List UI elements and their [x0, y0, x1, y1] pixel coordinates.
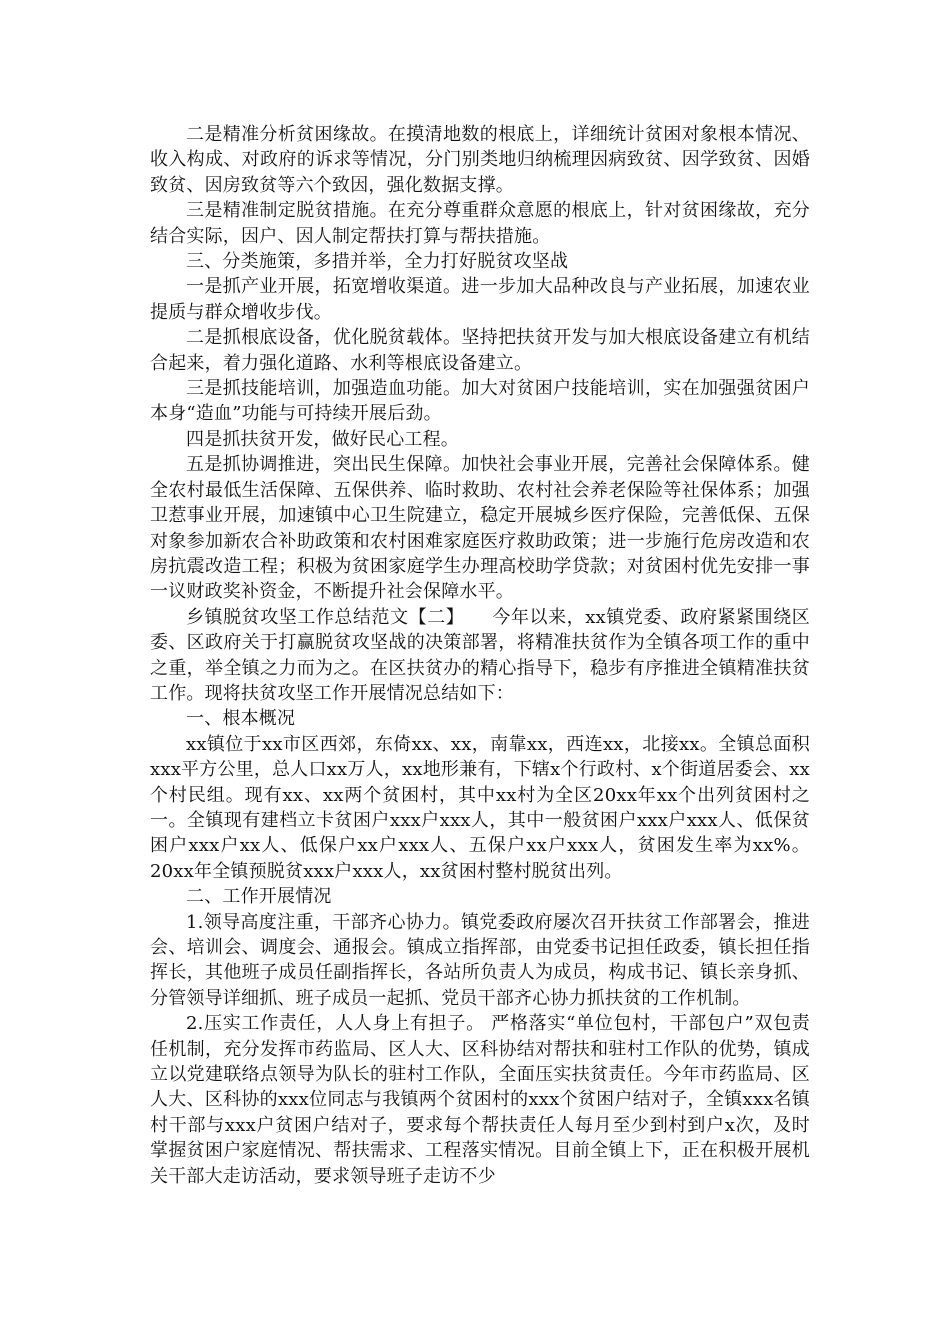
section-heading: 二、工作开展情况	[186, 886, 332, 908]
paragraph: 二是抓根底设备，优化脱贫载体。坚持把扶贫开发与加大根底设备建立有机结合起来，着力强化道路、水利等根底设备建立。	[150, 327, 810, 374]
document-body	[150, 122, 810, 1189]
paragraph: 二是精准分析贫困缘故。在摸清地数的根底上，详细统计贫困对象根本情况、收入构成、对政府的诉求等情况，分门别类地归纳梳理因病致贫、因学致贫、因婚致贫、因房致贫等六个致因，强化数据支撑。	[150, 124, 810, 196]
paragraph: xx镇位于xx市区西郊，东倚xx、xx，南靠xx，西连xx，北接xx。全镇总面积xxx平方公里，总人口xx万人，xx地形兼有，下辖x个行政村、x个街道居委会、xx个村民组。现有xx、xx两个贫困村，其中xx村为全区20xx年xx个出列贫困村之一。全镇现有建档立卡贫困户xxx户xxx人，其中一般贫困户xxx户xxx人、低保贫困户xxx户xx人、低保户xx户xxx人、五保户xx户xxx人，贫困发生率为xx%。20xx年全镇预脱贫xxx户xxx人，xx贫困村整村脱贫出列。	[150, 733, 810, 882]
section-heading: 三、分类施策，多措并举，全力打好脱贫攻坚战	[186, 251, 569, 273]
paragraph: 2.压实工作责任，人人身上有担子。 严格落实“单位包村，干部包户”双包责任机制，充分发挥市药监局、区人大、区科协结对帮扶和驻村工作队的优势，镇成立以党建联络点领导为队长的驻村工作队，全面压实扶贫责任。今年市药监局、区人大、区科协的xxx位同志与我镇两个贫困村的xxx个贫困户结对子，全镇xxx名镇村干部与xxx户贫困户结对子，要求每个帮扶责任人每月至少到村到户x次，及时掌握贫困户家庭情况、帮扶需求、工程落实情况。目前全镇上下，正在积极开展机关干部大走访活动，要求领导班子走访不少	[150, 1013, 810, 1187]
section-heading: 一、根本概况	[186, 708, 296, 730]
paragraph: 三是抓技能培训，加强造血功能。加大对贫困户技能培训，实在加强强贫困户本身“造血”功能与可持续开展后劲。	[150, 378, 810, 425]
paragraph: 三是精准制定脱贫措施。在充分尊重群众意愿的根底上，针对贫困缘故，充分结合实际，因户、因人制定帮扶打算与帮扶措施。	[150, 200, 810, 247]
paragraph: 1.领导高度注重，干部齐心协力。镇党委政府屡次召开扶贫工作部署会，推进会、培训会、调度会、通报会。镇成立指挥部，由党委书记担任政委，镇长担任指挥长，其他班子成员任副指挥长，各站所负责人为成员，构成书记、镇长亲身抓、分管领导详细抓、班子成员一起抓、党员干部齐心协力抓扶贫的工作机制。	[150, 911, 810, 1009]
paragraph: 乡镇脱贫攻坚工作总结范文【二】 今年以来，xx镇党委、政府紧紧围绕区委、区政府关于打赢脱贫攻坚战的决策部署，将精准扶贫作为全镇各项工作的重中之重，举全镇之力而为之。在区扶贫办的精心指导下，稳步有序推进全镇精准扶贫工作。现将扶贫攻坚工作开展情况总结如下：	[150, 606, 810, 704]
paragraph: 五是抓协调推进，突出民生保障。加快社会事业开展，完善社会保障体系。健全农村最低生活保障、五保供养、临时救助、农村社会养老保险等社保体系；加强卫惹事业开展，加速镇中心卫生院建立，稳定开展城乡医疗保险，完善低保、五保对象参加新农合补助政策和农村困难家庭医疗救助政策；进一步施行危房改造和农房抗震改造工程；积极为贫困家庭学生办理高校助学贷款；对贫困村优先安排一事一议财政奖补资金，不断提升社会保障水平。	[150, 454, 810, 603]
paragraph: 一是抓产业开展，拓宽增收渠道。进一步加大品种改良与产业拓展，加速农业提质与群众增收步伐。	[150, 276, 810, 323]
paragraph: 四是抓扶贫开发，做好民心工程。	[186, 428, 459, 450]
